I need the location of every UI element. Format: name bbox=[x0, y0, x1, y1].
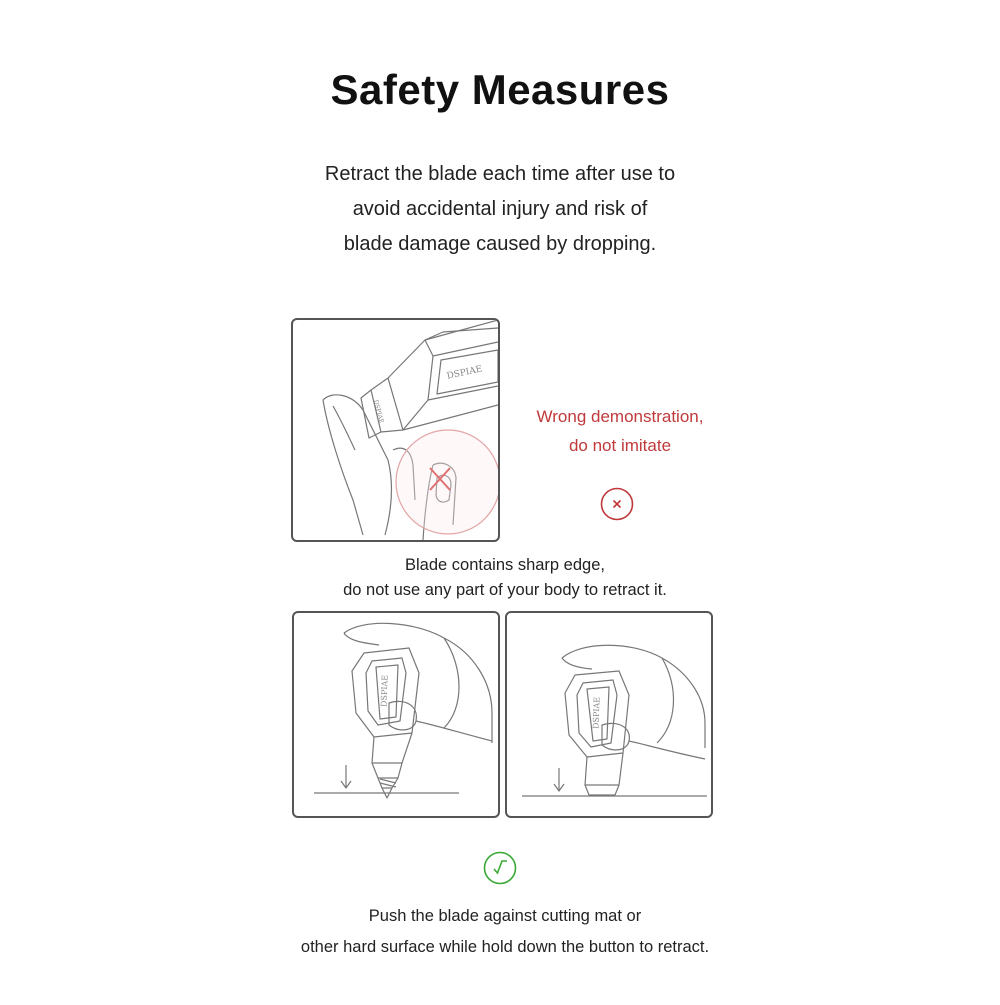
danger-zone-circle bbox=[396, 430, 498, 534]
intro-text bbox=[250, 157, 750, 262]
correct-method-step1-illustration bbox=[292, 611, 500, 818]
retract-instruction-caption bbox=[250, 901, 760, 963]
brand-mark-left: DSPIAE bbox=[379, 674, 390, 708]
finger-on-blade-drawing bbox=[293, 320, 498, 540]
correct-method-step2-illustration bbox=[505, 611, 713, 818]
brand-mark-top bbox=[372, 364, 483, 424]
intro-line-3: blade damage caused by dropping. bbox=[343, 233, 657, 255]
wrong-demonstration-label bbox=[510, 402, 730, 460]
warning-line-2: do not imitate bbox=[568, 436, 672, 455]
press-knife-extended-drawing bbox=[294, 613, 498, 816]
x-circle-icon bbox=[600, 487, 634, 521]
caption-top-line-2: do not use any part of your body to retract it. bbox=[343, 581, 667, 599]
sharp-edge-caption bbox=[250, 553, 760, 603]
page-title: Safety Measures bbox=[330, 66, 670, 113]
warning-line-1: Wrong demonstration, bbox=[536, 407, 704, 426]
caption-bottom-line-1: Push the blade against cutting mat or bbox=[368, 907, 642, 925]
svg-text:DSPIAE: DSPIAE bbox=[445, 364, 484, 382]
press-knife-retracted-drawing bbox=[507, 613, 711, 816]
caption-top-line-1: Blade contains sharp edge, bbox=[405, 556, 605, 574]
svg-text:DSPIAE: DSPIAE bbox=[371, 399, 385, 425]
intro-line-1: Retract the blade each time after use to bbox=[324, 163, 676, 185]
check-circle-icon bbox=[483, 851, 517, 885]
wrong-method-illustration bbox=[291, 318, 500, 542]
brand-mark-right: DSPIAE bbox=[591, 696, 602, 730]
caption-bottom-line-2: other hard surface while hold down the button to retract. bbox=[300, 938, 710, 956]
intro-line-2: avoid accidental injury and risk of bbox=[352, 198, 648, 220]
